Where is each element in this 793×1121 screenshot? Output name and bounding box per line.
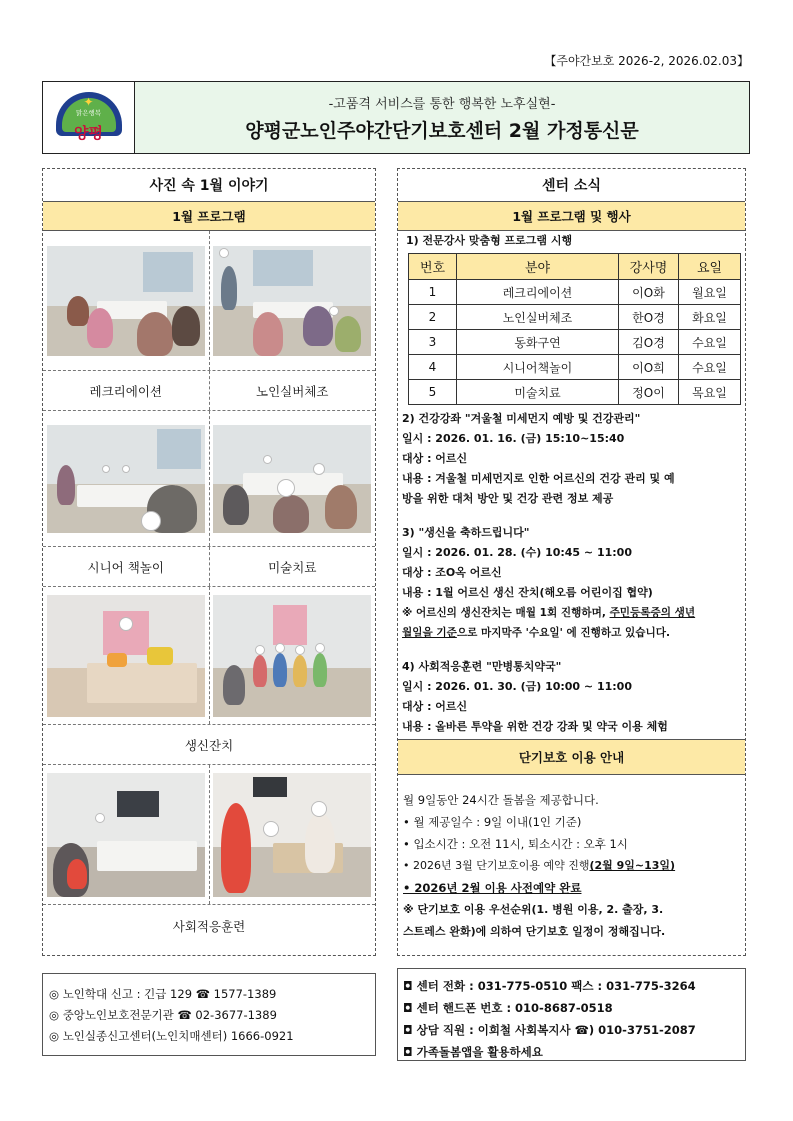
item1-title: 1) 전문강사 맞춤형 프로그램 시행 xyxy=(406,234,573,247)
document-code: 【주야간보호 2026-2, 2026.02.03】 xyxy=(544,54,749,68)
guide-line: • 월 제공일수 : 9일 이내(1인 기준) xyxy=(403,815,582,829)
table-cell: 미술치료 xyxy=(457,380,619,405)
table-cell: 목요일 xyxy=(679,380,741,405)
item3-content: 내용 : 1월 어르신 생신 잔치(해오름 어린이집 협약) xyxy=(402,586,653,599)
guide-line: 월 9일동안 24시간 돌봄을 제공합니다. xyxy=(403,793,599,807)
column-header: 분야 xyxy=(457,254,619,280)
photo-row xyxy=(43,765,375,905)
item3-note-cont: 월일을 기준으로 마지막주 '수요일' 에 진행하고 있습니다. xyxy=(402,627,671,639)
item4-content: 내용 : 올바른 투약을 위한 건강 강좌 및 약국 이용 체험 xyxy=(402,720,668,733)
guide-line: • 입소시간 : 오전 11시, 퇴소시간 : 오후 1시 xyxy=(403,837,628,851)
guide-line: • 2026년 3월 단기보호이용 예약 진행(2월 9일~13일) xyxy=(403,859,676,872)
logo-box xyxy=(43,82,135,153)
table-cell: 레크리에이션 xyxy=(457,280,619,305)
news-section-heading: 센터 소식 xyxy=(398,169,745,202)
photo-recreation xyxy=(47,246,205,356)
photo-section xyxy=(42,168,376,956)
table-row xyxy=(409,330,741,355)
title-box xyxy=(135,82,749,153)
table-cell: 수요일 xyxy=(679,330,741,355)
caption-row xyxy=(43,905,375,947)
table-cell: 정O이 xyxy=(619,380,679,405)
contact-item: ◘ 센터 핸드폰 번호 : 010-8687-0518 xyxy=(403,1001,613,1015)
news-body xyxy=(398,231,745,737)
caption-art-therapy: 미술치료 xyxy=(209,547,376,586)
column-header: 강사명 xyxy=(619,254,679,280)
yangpyeong-logo: ✦ 맑은행복 양평 xyxy=(52,90,126,146)
photo-row xyxy=(43,411,375,547)
table-cell: 4 xyxy=(409,355,457,380)
caption-recreation: 레크리에이션 xyxy=(89,383,162,399)
contact-box xyxy=(397,968,746,1061)
program-table xyxy=(408,253,741,405)
table-row xyxy=(409,355,741,380)
guide-line: • 2026년 2월 이용 사전예약 완료 xyxy=(403,881,582,895)
page-title: 양평군노인주야간단기보호센터 2월 가정통신문 xyxy=(245,119,639,142)
item2-target: 대상 : 어르신 xyxy=(402,452,468,465)
column-header: 번호 xyxy=(409,254,457,280)
caption-silver-exercise: 노인실버체조 xyxy=(209,371,376,410)
hotline-item: ◎ 중앙노인보호전문기관 ☎ 02-3677-1389 xyxy=(49,1008,277,1022)
table-cell: 이O화 xyxy=(619,280,679,305)
caption-row xyxy=(43,725,375,765)
item2-date: 일시 : 2026. 01. 16. (금) 15:10~15:40 xyxy=(402,432,625,445)
photo-birthday-children xyxy=(213,595,371,717)
item3-title: 3) "생신을 축하드립니다" xyxy=(402,526,530,539)
item2-content-cont: 방을 위한 대처 방안 및 건강 관련 정보 제공 xyxy=(402,492,614,505)
table-cell: 노인실버체조 xyxy=(457,305,619,330)
table-cell: 한O경 xyxy=(619,305,679,330)
hotline-box xyxy=(42,973,376,1056)
caption-book-play: 시니어 책놀이 xyxy=(87,559,164,575)
table-cell: 1 xyxy=(409,280,457,305)
item3-date: 일시 : 2026. 01. 28. (수) 10:45 ~ 11:00 xyxy=(402,546,632,559)
photo-social-training-pharmacy xyxy=(213,773,371,897)
caption-birthday: 생신잔치 xyxy=(184,737,234,753)
hotline-item: ◎ 노인학대 신고 : 긴급 129 ☎ 1577-1389 xyxy=(49,987,277,1001)
title-subtitle: -고품격 서비스를 통한 행복한 노후실현- xyxy=(328,96,556,112)
photo-book-play xyxy=(47,425,205,533)
photo-art-therapy xyxy=(213,425,371,533)
contact-item: ◘ 상담 직원 : 이희철 사회복지사 ☎) 010-3751-2087 xyxy=(403,1023,696,1037)
contact-item: ◘ 가족돌봄앱을 활용하세요 xyxy=(403,1045,543,1059)
photo-social-training-lecture xyxy=(47,773,205,897)
column-header: 요일 xyxy=(679,254,741,280)
table-cell: 화요일 xyxy=(679,305,741,330)
table-cell: 2 xyxy=(409,305,457,330)
table-cell: 이O희 xyxy=(619,355,679,380)
item4-target: 대상 : 어르신 xyxy=(402,700,468,713)
table-cell: 월요일 xyxy=(679,280,741,305)
caption-row xyxy=(43,371,375,411)
hotline-item: ◎ 노인실종신고센터(노인치매센터) 1666-0921 xyxy=(49,1029,294,1043)
photo-row xyxy=(43,587,375,725)
photo-section-heading: 사진 속 1월 이야기 xyxy=(43,169,375,202)
table-row xyxy=(409,305,741,330)
guide-line: ※ 단기보호 이용 우선순위(1. 병원 이용, 2. 출장, 3. xyxy=(403,903,664,916)
photo-birthday-table xyxy=(47,595,205,717)
table-cell: 수요일 xyxy=(679,355,741,380)
table-row xyxy=(409,380,741,405)
star-icon: ✦ xyxy=(83,94,94,109)
table-header-row xyxy=(409,254,741,280)
highlight-text: (2월 9일~13일) xyxy=(589,859,676,872)
caption-social-training: 사회적응훈련 xyxy=(172,919,246,934)
news-section-subheading: 1월 프로그램 및 행사 xyxy=(398,202,745,231)
item2-title: 2) 건강강좌 "겨울철 미세먼지 예방 및 건강관리" xyxy=(402,412,641,425)
photo-row xyxy=(43,231,375,371)
short-term-care-heading: 단기보호 이용 안내 xyxy=(398,739,745,775)
table-cell: 동화구연 xyxy=(457,330,619,355)
caption-row xyxy=(43,547,375,587)
table-cell: 시니어책놀이 xyxy=(457,355,619,380)
short-term-care-body xyxy=(398,775,745,943)
item4-date: 일시 : 2026. 01. 30. (금) 10:00 ~ 11:00 xyxy=(402,680,632,693)
photo-section-subheading: 1월 프로그램 xyxy=(43,202,375,231)
table-cell: 5 xyxy=(409,380,457,405)
news-section xyxy=(397,168,746,956)
table-cell: 김O경 xyxy=(619,330,679,355)
item2-content: 내용 : 겨울철 미세먼지로 인한 어르신의 건강 관리 및 예 xyxy=(402,472,675,485)
item3-note: ※ 어르신의 생신잔치는 매월 1회 진행하며, 주민등록증의 생년 xyxy=(402,607,696,619)
contact-item: ◘ 센터 전화 : 031-775-0510 팩스 : 031-775-3264 xyxy=(403,979,696,993)
table-cell: 3 xyxy=(409,330,457,355)
highlight-text: 주민등록증의 생년 xyxy=(609,607,696,619)
guide-line: 스트레스 완화)에 의하여 단기보호 일정이 정해집니다. xyxy=(403,925,666,938)
highlight-text: 월일을 기준 xyxy=(402,627,457,639)
header xyxy=(42,81,750,154)
item3-target: 대상 : 조O옥 어르신 xyxy=(402,566,502,579)
table-row xyxy=(409,280,741,305)
item4-title: 4) 사회적응훈련 "만병통치약국" xyxy=(402,660,562,673)
photo-silver-exercise xyxy=(213,246,371,356)
